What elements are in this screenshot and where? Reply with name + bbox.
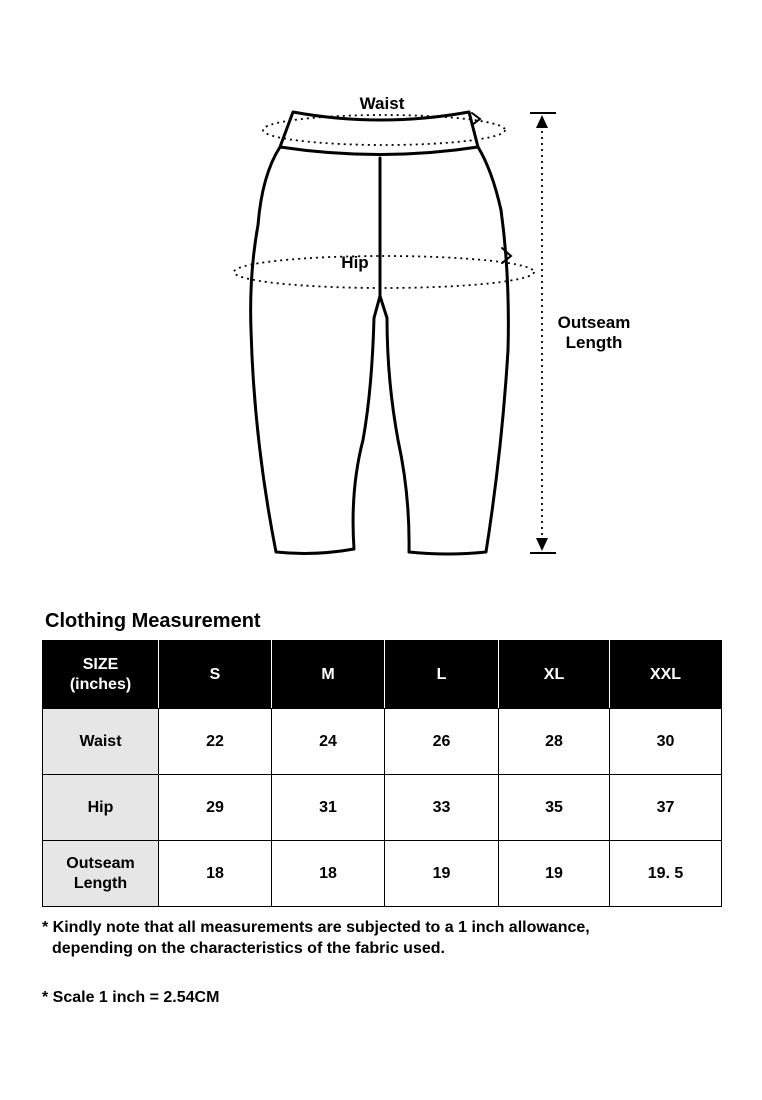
table-cell: 19 [385, 841, 499, 907]
size-column-header: XL [499, 641, 610, 709]
table-cell: 33 [385, 775, 499, 841]
waist-label: Waist [359, 94, 405, 113]
row-label-line2: Length [73, 874, 128, 892]
size-column-header: S [159, 641, 272, 709]
table-cell: 29 [159, 775, 272, 841]
hip-label: Hip [341, 253, 369, 272]
row-label-outseam-length [43, 841, 159, 907]
allowance-note-line1: * Kindly note that all measurements are subjected to a 1 inch allowance, [42, 919, 590, 936]
table-row [43, 841, 722, 907]
table-cell: 37 [610, 775, 722, 841]
table-cell: 28 [499, 709, 610, 775]
table-row [43, 775, 722, 841]
table-header-row [43, 641, 722, 709]
row-label-waist [43, 709, 159, 775]
size-column-header: M [272, 641, 385, 709]
table-cell: 26 [385, 709, 499, 775]
table-cell: 19 [499, 841, 610, 907]
size-column-header: L [385, 641, 499, 709]
outseam-label-line1: Outseam [557, 313, 631, 332]
table-title: Clothing Measurement [45, 610, 261, 632]
row-label-line1: Waist [79, 732, 122, 750]
size-header-line1: SIZE [82, 655, 119, 673]
scale-note: * Scale 1 inch = 2.54CM [42, 989, 220, 1006]
outseam-length-label [545, 313, 643, 353]
allowance-note-line2: depending on the characteristics of the fabric used. [52, 940, 445, 957]
table-cell: 24 [272, 709, 385, 775]
size-header-line2: (inches) [69, 675, 132, 693]
waistband-outline [280, 112, 478, 155]
size-header-cell [43, 641, 159, 709]
outseam-arrow-up [536, 115, 548, 128]
table-row [43, 709, 722, 775]
table-cell: 30 [610, 709, 722, 775]
outseam-label-line2: Length [565, 333, 623, 352]
allowance-note [42, 917, 590, 959]
table-cell: 22 [159, 709, 272, 775]
table-cell: 31 [272, 775, 385, 841]
row-label-hip [43, 775, 159, 841]
outseam-arrow-down [536, 538, 548, 551]
size-chart-table [42, 640, 722, 907]
table-cell: 18 [159, 841, 272, 907]
table-cell: 19. 5 [610, 841, 722, 907]
size-column-header: XXL [610, 641, 722, 709]
waist-arrow-head [472, 113, 480, 125]
table-cell: 18 [272, 841, 385, 907]
table-cell: 35 [499, 775, 610, 841]
row-label-line1: Hip [87, 798, 114, 816]
row-label-line1: Outseam [66, 854, 135, 872]
